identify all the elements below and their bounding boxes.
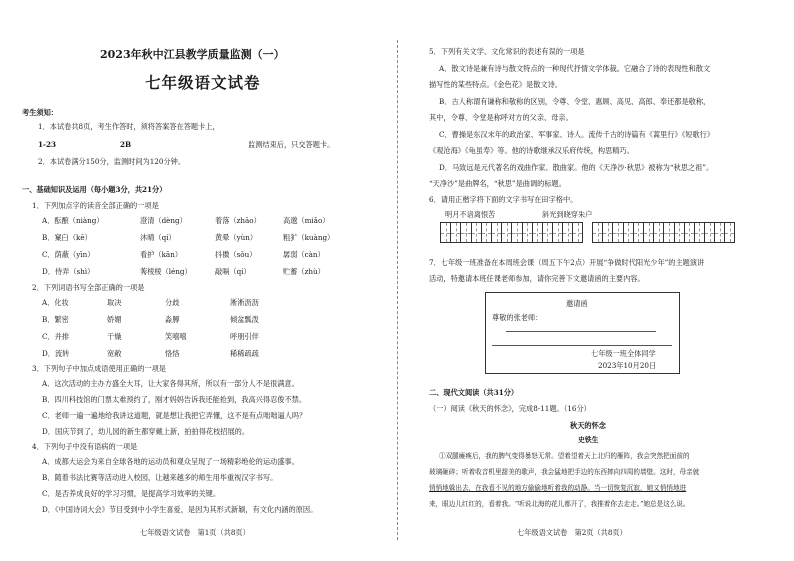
q6-source-text-1: 明月不谙离恨苦 <box>445 210 496 219</box>
q1-option-d-1: D．侍弄（shì） <box>42 267 95 276</box>
grid-cell[interactable] <box>562 222 572 243</box>
essay-paragraph-line-4: 来，眼边儿红红的，看着我。“听说北海的花儿都开了，我推着你去走走。”她总是这么说。 <box>429 500 690 508</box>
q1-option-c-1: C．荫蔽（yīn） <box>42 250 95 259</box>
q1-option-a-4: 高邈（miǎo） <box>283 216 330 225</box>
notice-item-2: 2．本试卷满分150分，监测时间为120分钟。 <box>38 157 186 166</box>
q2-option-c-2: 干燥 <box>107 332 122 341</box>
q1-option-a-3: 着落（zhāo） <box>215 216 261 225</box>
page-footer: 七年级语文试卷 第1页（共8页） <box>140 528 250 537</box>
question-7-line-2: 活动，特邀请本班任课老师参加，请你完善下文邀请函的主要内容。 <box>429 274 645 283</box>
q5-option-d-line-1: D．马致远是元代著名的戏曲作家、散曲家。他的《天净沙·秋思》被称为“秋思之祖”。 <box>439 163 714 172</box>
grid-cell[interactable] <box>704 222 714 243</box>
q2-option-c-3: 笑嘻嘻 <box>165 332 187 341</box>
q1-option-b-1: B．窠臼（kē） <box>42 233 92 242</box>
grid-cell[interactable] <box>663 222 673 243</box>
notice-end: 监测结束后，只交答题卡。 <box>248 140 335 149</box>
q5-option-c-line-2: 《观沧海》《龟虽寿》等。他的诗歌继承汉乐府传统，构思精巧。 <box>429 146 634 155</box>
q1-option-b-4: 粗犷（kuàng） <box>283 233 335 242</box>
answer-line[interactable] <box>506 331 656 332</box>
q2-option-c-4: 呼朋引伴 <box>230 332 259 341</box>
q3-option-c: C．老师一遍一遍地给我讲这道题，就是想让我把它弄懂，这不是有点咄咄逼人吗？ <box>42 411 307 420</box>
essay-title: 秋天的怀念 <box>570 421 606 430</box>
q4-option-b: B．随着书法比赛等活动进入校园，让越来越多的师生用毕重视汉字书写。 <box>42 473 278 482</box>
essay-paragraph-line-1: ①双腿瘫痪后，我的脾气变得暴怒无常。望着望着天上北归的雁阵，我会突然把面前的 <box>439 452 690 460</box>
exam-title: 2023年秋中江县教学质量监测（一） <box>100 48 285 61</box>
invitation-greeting: 尊敬的张老师： <box>492 313 543 322</box>
q2-option-d-3: 恪恪 <box>165 349 180 358</box>
grid-cell[interactable] <box>612 222 622 243</box>
grid-cell[interactable] <box>542 222 552 243</box>
page-footer-2: 七年级语文试卷 第2页（共8页） <box>517 528 627 537</box>
grid-cell[interactable] <box>674 222 684 243</box>
reading-1-heading: （一）阅读《秋天的怀念》，完成8-11题。（16分） <box>429 404 591 413</box>
writing-grid-2[interactable] <box>592 222 735 243</box>
exam-page-2 <box>397 0 794 561</box>
q5-option-a-line-2: 描写性的某些特点。《金色花》是散文诗。 <box>429 80 562 89</box>
q2-option-b-2: 娇媚 <box>107 315 122 324</box>
grid-cell[interactable] <box>684 222 694 243</box>
grid-cell[interactable] <box>643 222 653 243</box>
q1-option-b-2: 沐晴（qí） <box>140 233 176 242</box>
invitation-box <box>485 292 680 374</box>
q1-option-a-1: A．酝酿（niàng） <box>42 216 104 225</box>
invitation-title: 邀请函 <box>566 299 588 308</box>
q5-option-a-line-1: A．散文诗是兼有诗与散文特点的一种现代抒情文学体裁。它融合了诗的表现性和散文 <box>439 64 711 73</box>
writing-grid-1[interactable] <box>440 222 583 243</box>
q2-option-a-1: A．化妆 <box>42 298 69 307</box>
q1-option-c-3: 抖擞（sǒu） <box>215 250 257 259</box>
q3-option-b: B．四川科技馆的门票太难预约了，刚才妈妈告诉我还能抢到，我高兴得忍俊不禁。 <box>42 395 307 404</box>
q3-option-a: A．这次活动的主办方盛全大耳，让大家各得其所，所以有一部分人不是很满意。 <box>42 379 299 388</box>
q5-option-b-line-1: B．古人称谓有谦称和敬称的区别，令尊、令堂、惠顾、高见、高郎、奉还都是敬称， <box>439 97 711 106</box>
q4-option-c: C．是否养成良好的学习习惯，是提高学习效率的关键。 <box>42 489 221 498</box>
grid-cell[interactable] <box>532 222 542 243</box>
grid-cell[interactable] <box>572 222 582 243</box>
grid-cell[interactable] <box>602 222 612 243</box>
grid-cell[interactable] <box>592 222 602 243</box>
notice-pencil: 2B <box>120 140 132 149</box>
section-2-heading: 二、现代文阅读（共31分） <box>429 388 519 397</box>
q2-option-a-2: 取决 <box>107 298 122 307</box>
grid-cell[interactable] <box>694 222 704 243</box>
grid-cell[interactable] <box>511 222 521 243</box>
q5-option-b-line-2: 其中，令尊、令堂是称呼对方的父亲、母亲。 <box>429 113 573 122</box>
q2-option-a-4: 淅淅沥沥 <box>230 298 259 307</box>
q1-option-c-4: 孱弱（càn） <box>283 250 325 259</box>
q2-option-c-1: C．并排 <box>42 332 70 341</box>
grid-cell[interactable] <box>471 222 481 243</box>
q6-source-text-2: 斜光到晓穿朱户 <box>542 210 593 219</box>
grid-cell[interactable] <box>522 222 532 243</box>
q1-option-d-3: 敲嗝（qí） <box>215 267 251 276</box>
grid-cell[interactable] <box>653 222 663 243</box>
essay-author: 史铁生 <box>578 436 599 444</box>
grid-cell[interactable] <box>460 222 470 243</box>
question-1: 1．下列加点字的读音全部正确的一项是 <box>32 201 159 210</box>
q4-option-a: A．成都大运会为来自全球各地的运动员和观众呈现了一场精彩绝伦的运动盛事。 <box>42 457 299 466</box>
q1-option-d-2: 莠棱棱（léng） <box>140 267 192 276</box>
grid-cell[interactable] <box>633 222 643 243</box>
q3-option-d: D．国庆节到了，幼儿园的新生都穿戴上新，拍拍得花枝招展的。 <box>42 427 250 436</box>
notice-range: 1-23 <box>38 140 56 149</box>
q2-option-a-3: 分歧 <box>165 298 180 307</box>
grid-cell[interactable] <box>623 222 633 243</box>
answer-line[interactable] <box>492 345 672 346</box>
section-1-heading: 一、基础知识及运用（每小题3分，共21分） <box>22 185 167 194</box>
essay-paragraph-line-3: 悄悄地躲出去，在我看不见的地方偷偷地听着我的动静。当一切恢复沉寂，她又悄悄地进 <box>429 484 687 492</box>
grid-cell[interactable] <box>481 222 491 243</box>
question-2: 2．下列词语书写全部正确的一项是 <box>32 283 145 292</box>
grid-cell[interactable] <box>440 222 450 243</box>
q5-option-d-line-2: “天净沙”是曲牌名，“秋思”是曲调的标题。 <box>429 179 566 188</box>
grid-cell[interactable] <box>552 222 562 243</box>
exam-subtitle: 七年级语文试卷 <box>145 73 261 92</box>
q2-option-b-1: B．繁密 <box>42 315 69 324</box>
q4-option-d: D．《中国诗词大会》节目受到中小学生喜爱，是因为其形式新颖，有文化内涵的原因。 <box>42 505 318 514</box>
notice-item-1: 1．本试卷共8页，考生作答时，须将答案答在答题卡上， <box>38 122 220 131</box>
q2-option-d-4: 稀稀疏疏 <box>230 349 259 358</box>
grid-cell[interactable] <box>491 222 501 243</box>
question-5: 5．下列有关文学、文化常识的表述有误的一项是 <box>429 47 585 56</box>
q1-option-a-2: 澄清（dèng） <box>140 216 187 225</box>
invitation-date: 2023年10月20日 <box>598 361 657 370</box>
invitation-signature: 七年级一班全体同学 <box>591 349 656 358</box>
q1-option-b-3: 黄晕（yùn） <box>215 233 258 242</box>
q1-option-d-4: 贮蓄（zhù） <box>283 267 325 276</box>
q1-option-c-2: 看护（kān） <box>140 250 183 259</box>
q2-option-b-3: 淼膊 <box>165 315 180 324</box>
notice-heading: 考生须知： <box>22 108 58 117</box>
q2-option-b-4: 倾盆瓢泼 <box>230 315 259 324</box>
question-6: 6．请用正楷字将下面的文字书写在田字格中。 <box>429 195 578 204</box>
q2-option-d-2: 宽敞 <box>107 349 122 358</box>
q5-option-c-line-1: C．曹操是东汉末年的政治家、军事家、诗人。流传千古的诗篇有《蒿里行》《短歌行》 <box>439 130 715 139</box>
grid-cell[interactable] <box>501 222 511 243</box>
grid-cell[interactable] <box>714 222 724 243</box>
question-3: 3．下列句子中加点成语使用正确的一项是 <box>32 364 166 373</box>
question-4: 4．下列句子中没有语病的一项是 <box>32 442 138 451</box>
q2-option-d-1: D．流转 <box>42 349 70 358</box>
essay-paragraph-line-2: 玻璃砸碎；听着收音机里甜美的歌声，我会猛地把手边的东西摔向四周的墙壁。这时，母亲就 <box>429 468 700 476</box>
grid-cell[interactable] <box>450 222 460 243</box>
grid-cell[interactable] <box>724 222 734 243</box>
question-7-line-1: 7．七年级一班准备在本周班会课（周五下午2点）开展“争做时代阳光少年”的主题演讲 <box>429 258 705 267</box>
